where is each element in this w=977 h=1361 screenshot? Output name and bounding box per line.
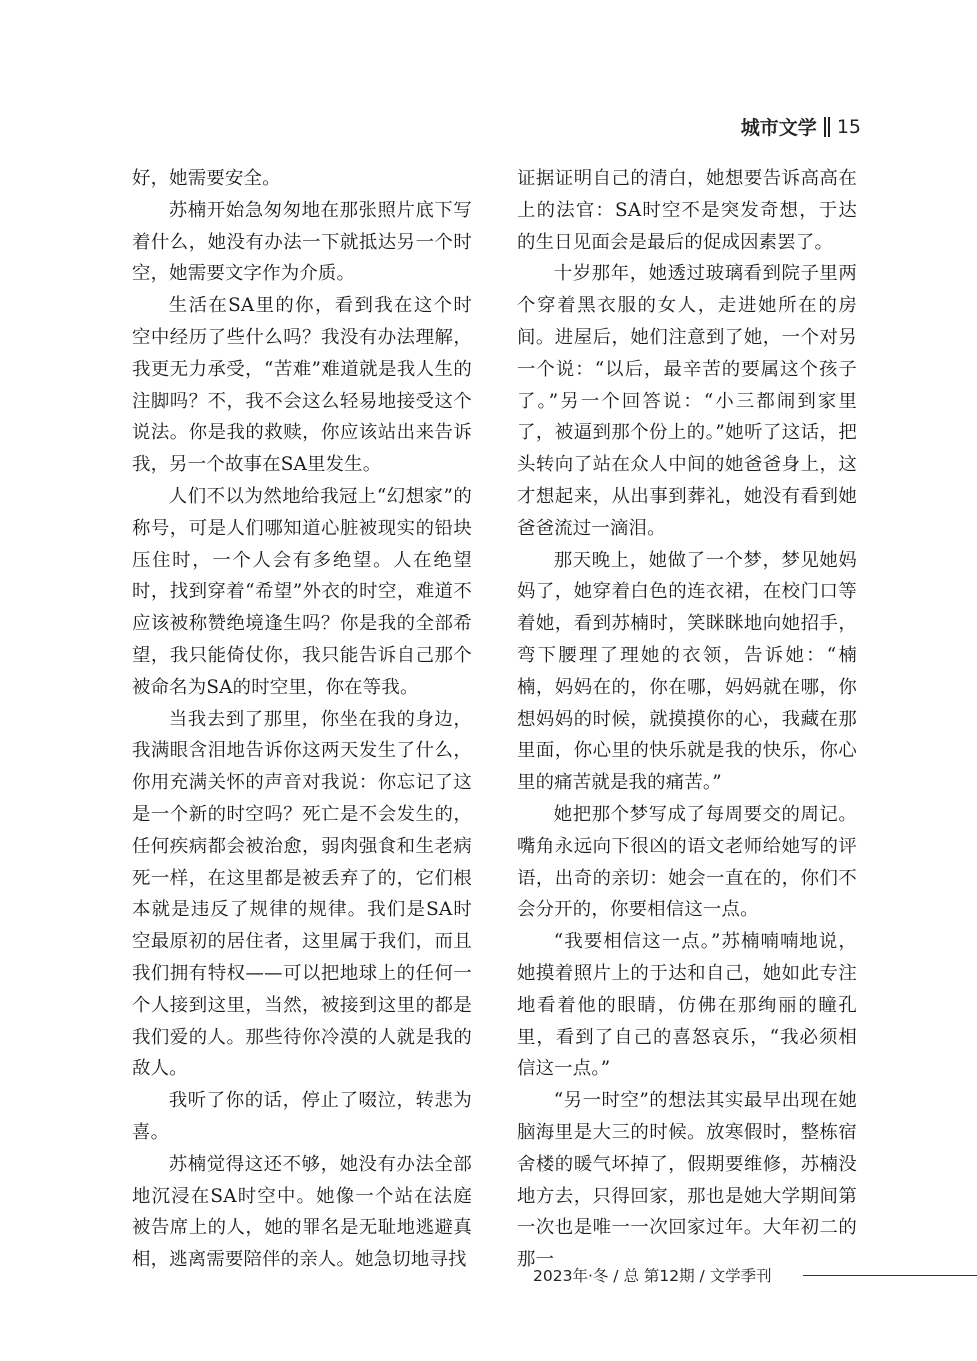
paragraph: “我要相信这一点。”苏楠喃喃地说，她摸着照片上的于达和自己，她如此专注地看着他的眼睛，仿佛在那绚丽的瞳孔里，看到了自己的喜怒哀乐，“我必须相信这一点。” <box>517 931 857 1080</box>
paragraph: 苏楠开始急匆匆地在那张照片底下写着什么，她没有办法一下就抵达另一个时空，她需要文字作为介质。 <box>132 199 472 285</box>
paragraph: 生活在SA里的你，看到我在这个时空中经历了些什么吗？我没有办法理解，我更无力承受，“苦难”难道就是我人生的注脚吗？不，我不会这么轻易地接受这个说法。你是我的救赎，你应该站出来告诉我，另一个故事在SA里发生。 <box>132 295 472 476</box>
paragraph: 她把那个梦写成了每周要交的周记。嘴角永远向下很凶的语文老师给她写的评语，出奇的亲切：她会一直在的，你们不会分开的，你要相信这一点。 <box>517 803 857 921</box>
paragraph: 证据证明自己的清白，她想要告诉高高在上的法官：SA时空不是突发奇想，于达的生日见面会是最后的促成因素罢了。 <box>517 168 857 253</box>
paragraph: “另一时空”的想法其实最早出现在她脑海里是大三的时候。放寒假时，整栋宿舍楼的暖气坏掉了，假期要维修，苏楠没地方去，只得回家，那也是她大学期间第一次也是唯一一次回家过年。大年初二的那一 <box>517 1090 857 1271</box>
header-separator <box>824 117 830 137</box>
left-text-column <box>132 163 472 1276</box>
paragraph: 当我去到了那里，你坐在我的身边，我满眼含泪地告诉你这两天发生了什么，你用充满关怀的声音对我说：你忘记了这是一个新的时空吗？死亡是不会发生的，任何疾病都会被治愈，弱肉强食和生老病死一样，在这里都是被丢弃了的，它们根本就是违反了规律的规律。我们是SA时空最原初的居住者，这里属于我们，而且我们拥有特权——可以把地球上的任何一个人接到这里，当然，被接到这里的都是我们爱的人。那些待你冷漠的人就是我的敌人。 <box>132 708 472 1080</box>
issue-info: 2023年·冬 / 总 第12期 / 文学季刊 <box>533 1267 772 1285</box>
footer-rule <box>803 1275 977 1276</box>
page-footer <box>0 1264 977 1288</box>
paragraph: 苏楠觉得这还不够，她没有办法全部地沉浸在SA时空中。她像一个站在法庭被告席上的人，她的罪名是无耻地逃避真相，逃离需要陪伴的亲人。她急切地寻找 <box>132 1153 472 1271</box>
paragraph: 十岁那年，她透过玻璃看到院子里两个穿着黑衣服的女人，走进她所在的房间。进屋后，她们注意到了她，一个对另一个说：“以后，最辛苦的要属这个孩子了。”另一个回答说：“小三都闹到家里了，被逼到那个份上的。”她听了这话，把头转向了站在众人中间的她爸爸身上，这才想起来，从出事到葬礼，她没有看到她爸爸流过一滴泪。 <box>517 263 857 539</box>
section-title: 城市文学 <box>740 117 817 139</box>
paragraph: 好，她需要安全。 <box>132 168 281 189</box>
running-header <box>741 113 861 140</box>
right-text-column <box>517 163 857 1276</box>
paragraph: 人们不以为然地给我冠上“幻想家”的称号，可是人们哪知道心脏被现实的铅块压住时，一个人会有多绝望。人在绝望时，找到穿着“希望”外衣的时空，难道不应该被称赞绝境逢生吗？你是我的全部希望，我只能倚仗你，我只能告诉自己那个被命名为SA的时空里，你在等我。 <box>132 485 472 698</box>
page-number: 15 <box>836 115 861 138</box>
paragraph: 那天晚上，她做了一个梦，梦见她妈妈了，她穿着白色的连衣裙，在校门口等着她，看到苏楠时，笑眯眯地向她招手，弯下腰理了理她的衣领，告诉她：“楠楠，妈妈在的，你在哪，妈妈就在哪，你想妈妈的时候，就摸摸你的心，我藏在那里面，你心里的快乐就是我的快乐，你心里的痛苦就是我的痛苦。” <box>517 549 857 794</box>
paragraph: 我听了你的话，停止了啜泣，转悲为喜。 <box>132 1090 472 1143</box>
